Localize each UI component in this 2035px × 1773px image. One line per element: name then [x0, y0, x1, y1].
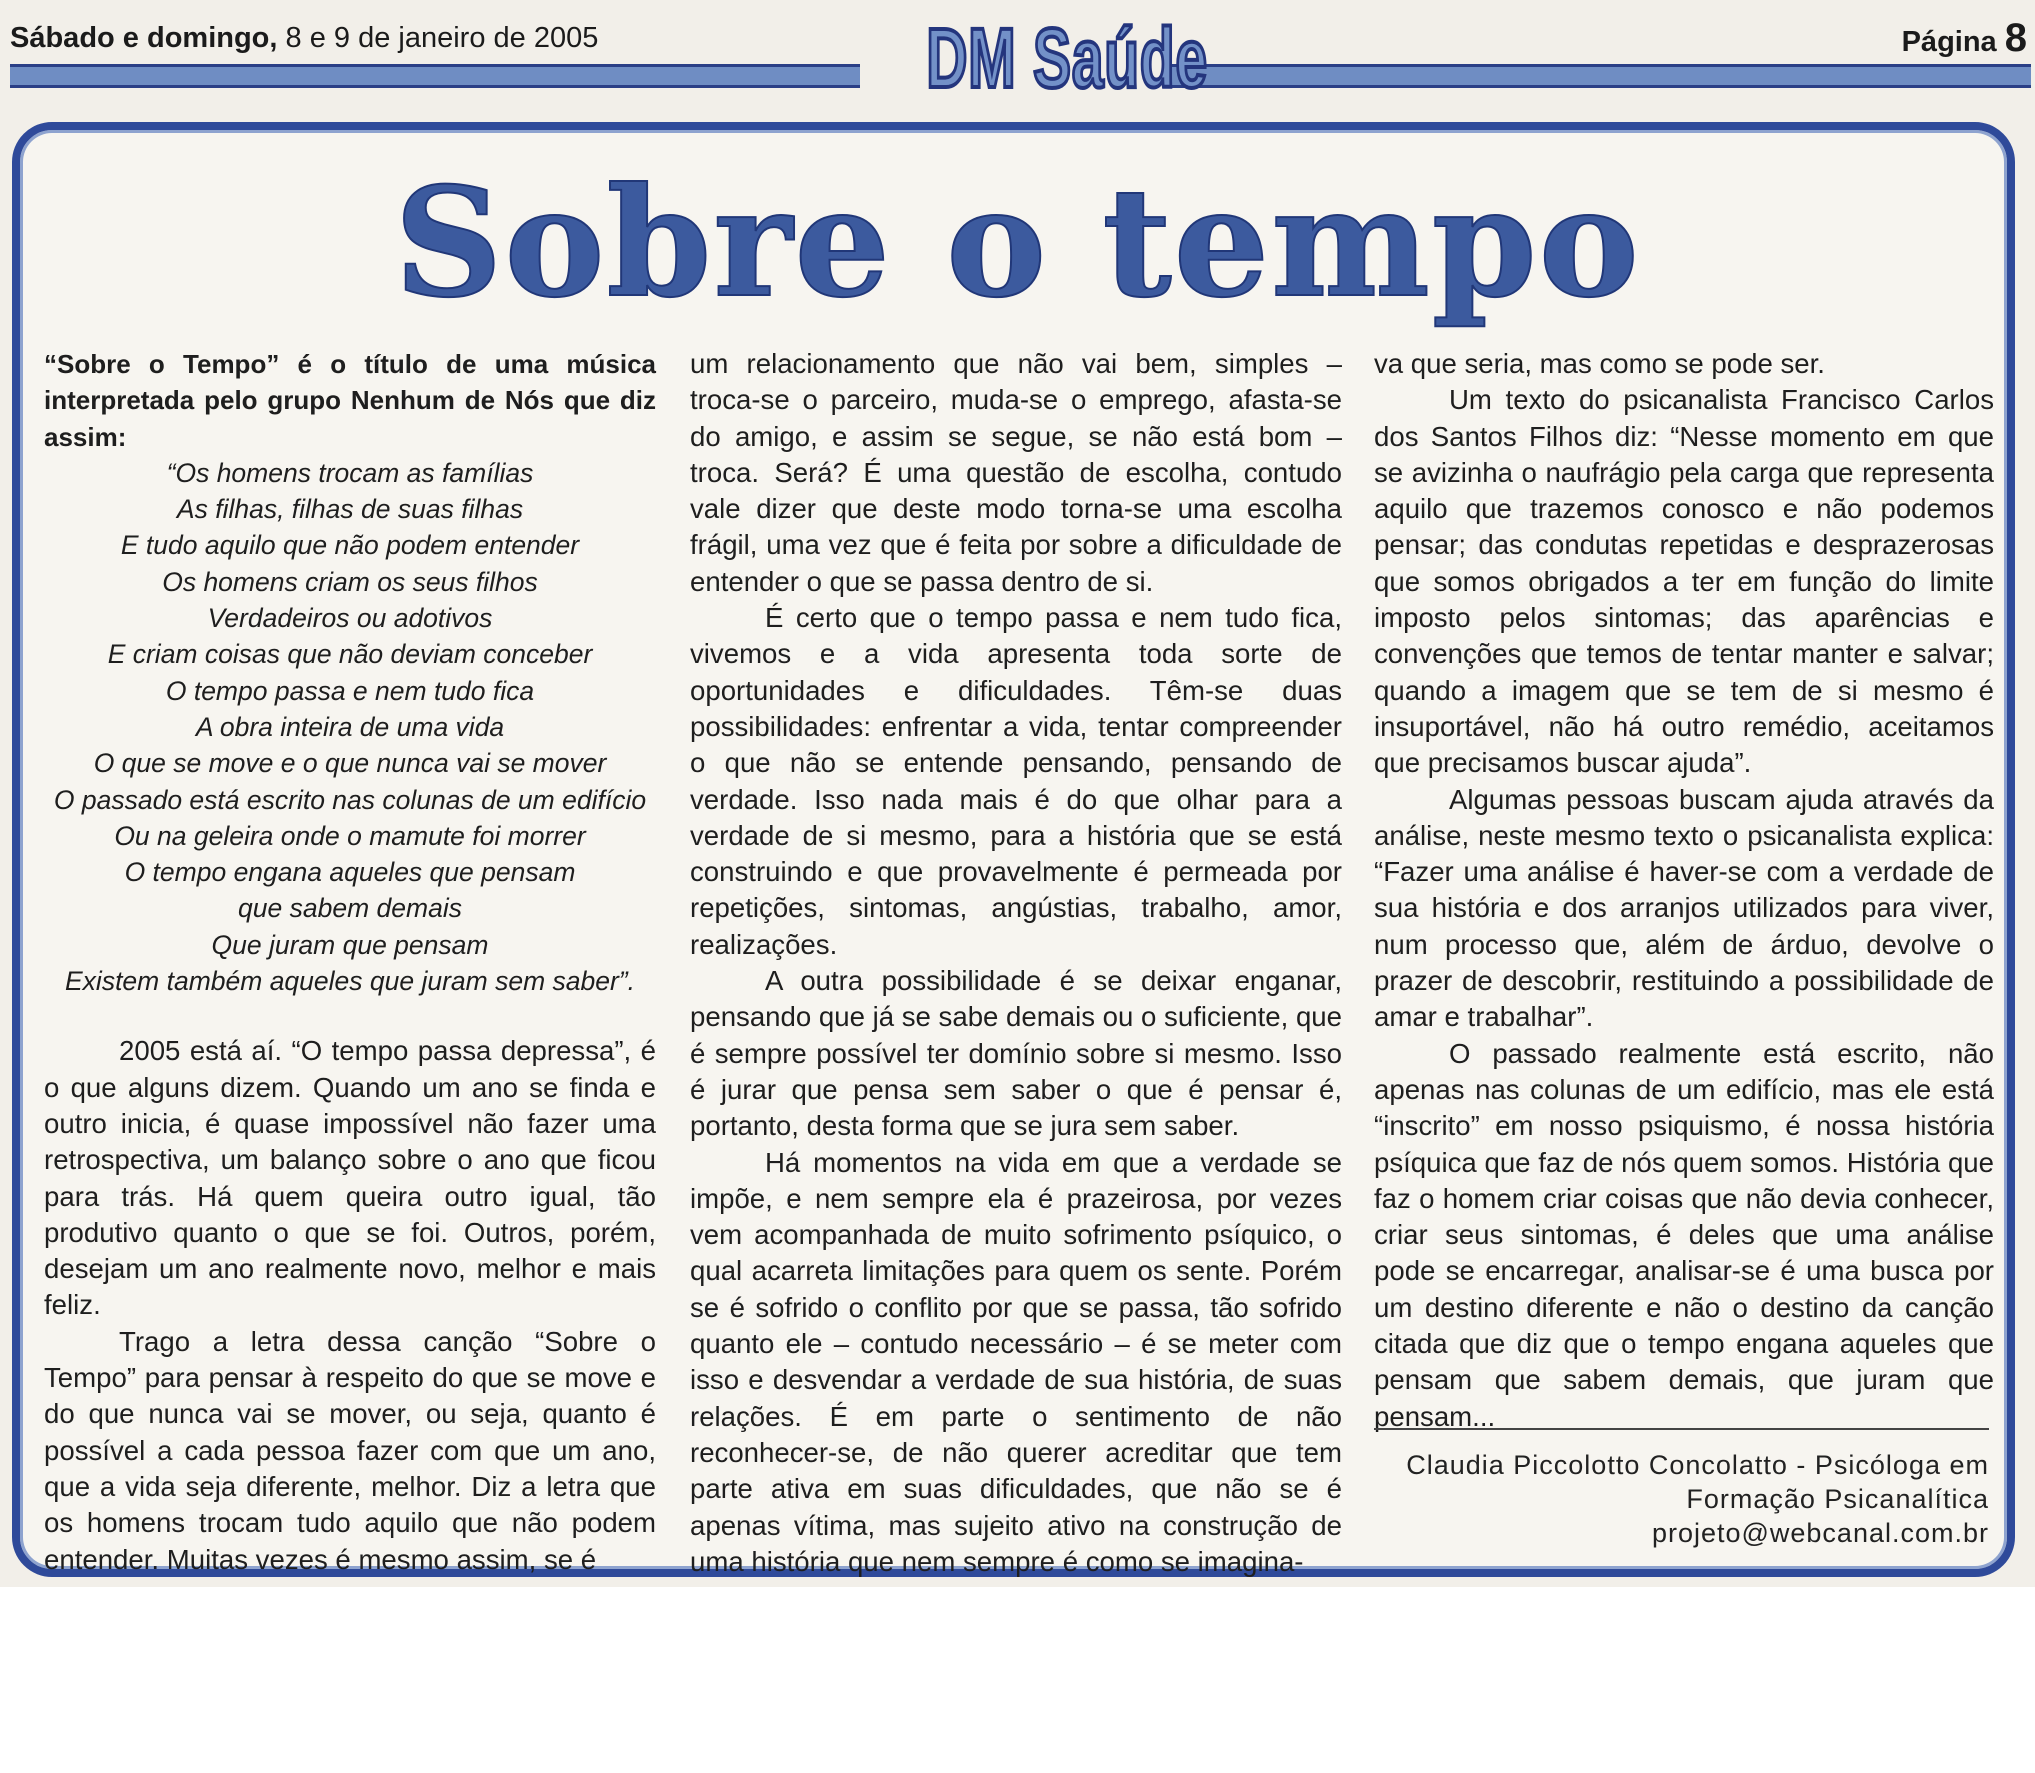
body-paragraph: 2005 está aí. “O tempo passa depressa”, é o que alguns dizem. Quando um ano se finda e outro inicia, é quase impossível não fazer uma retrospectiva, um balanço sobre o ano que ficou para trás. Há quem queira outro igual, tão produtivo quanto o que se foi. Outros, porém, desejam um ano realmente novo, melhor e mais feliz. — [44, 1035, 656, 1321]
issue-date-bold: Sábado e domingo, — [10, 22, 278, 54]
lyrics-intro: “Sobre o Tempo” é o título de uma música interpretada pelo grupo Nenhum de Nós que diz assim: — [44, 349, 656, 452]
lyric-line: Que juram que pensam — [211, 929, 489, 960]
article-headline: Sobre o tempo — [394, 155, 1641, 331]
body-paragraph: Trago a letra dessa canção “Sobre o Tempo” para pensar à respeito do que se move e do que nunca vai se mover, ou seja, quanto é possível a cada pessoa fazer com que um ano, que a vida seja diferente, melhor. Diz a letra que os homens trocam tudo aquilo que não podem entender. Muitas vezes é mesmo assim, se é — [44, 1325, 656, 1575]
column-2 — [690, 346, 1342, 1580]
body-paragraph: Algumas pessoas buscam ajuda através da análise, neste mesmo texto o psicanalista explica: “Fazer uma análise é haver-se com a verdade de sua história e dos arranjos utilizados para viver, num processo que, além de árduo, devolve o prazer de descobrir, restituindo a possibilidade de amar e trabalhar”. — [1374, 783, 1994, 1033]
spacer — [44, 999, 656, 1033]
body-paragraph: um relacionamento que não vai bem, simples – troca-se o parceiro, muda-se o emprego, afasta-se do amigo, e assim se segue, se não está bom – troca. Será? É uma questão de escolha, contudo vale dizer que deste modo torna-se uma escolha frágil, uma vez que é feita por sobre a dificuldade de entender o que se passa dentro de si. — [690, 348, 1342, 597]
lyric-line: O passado está escrito nas colunas de um edifício — [53, 784, 647, 815]
issue-date — [10, 22, 598, 55]
lyric-line: Os homens criam os seus filhos — [162, 566, 538, 597]
lyric-line: O que se move e o que nunca vai se mover — [93, 748, 607, 779]
issue-date-rest: 8 e 9 de janeiro de 2005 — [277, 22, 599, 54]
lyric-line: E tudo aquilo que não podem entender — [120, 530, 580, 561]
lyric-line: que sabem demais — [238, 893, 462, 924]
lyric-line: Ou na geleira onde o mamute foi morrer — [114, 820, 586, 851]
body-paragraph: Um texto do psicanalista Francisco Carlos dos Santos Filhos diz: “Nesse momento em que se avizinha o naufrágio pela carga que representa aquilo que trazemos conosco e não podemos pensar; das condutas repetidas e desprazerosas que somos obrigados a ter em função do limite imposto pelos sintomas; das aparências e convenções que temos de tentar manter e salvar; quando a imagem que se tem de si mesmo é insuportável, não há outro remédio, aceitamos que precisamos buscar ajuda”. — [1374, 384, 1994, 779]
author-email: projeto@webcanal.com.br — [1651, 1518, 1989, 1548]
lyric-line: “Os homens trocam as famílias — [166, 457, 534, 488]
author-name-title: Claudia Piccolotto Concolatto - Psicóloga em — [1406, 1450, 1989, 1480]
lyric-line: O tempo passa e nem tudo fica — [165, 675, 535, 706]
lyric-line: O tempo engana aqueles que pensam — [124, 857, 576, 888]
author-signature — [1374, 1448, 1989, 1550]
column-1 — [44, 346, 656, 1578]
lyric-line: Existem também aqueles que juram sem saber”. — [65, 966, 635, 997]
lyric-line: E criam coisas que não deviam conceber — [107, 639, 593, 670]
page-indicator — [1902, 16, 2027, 61]
body-paragraph: va que seria, mas como se pode ser. — [1374, 348, 1825, 379]
author-credential: Formação Psicanalítica — [1686, 1484, 1989, 1514]
column-3 — [1374, 346, 1994, 1435]
lyric-line: Verdadeiros ou adotivos — [207, 603, 493, 634]
body-paragraph: O passado realmente está escrito, não apenas nas colunas de um edifício, mas ele está “inscrito” em nosso psiquismo, é nossa história psíquica que faz de nós quem somos. História que faz o homem criar coisas que não devia conhecer, criar seus sintomas, é deles que uma análise pode se encarregar, analisar-se é uma busca por um destino diferente e não o destino da canção citada que diz que o tempo engana aqueles que pensam que sabem demais, que juram que pensam... — [1374, 1037, 1994, 1432]
lyric-line: As filhas, filhas de suas filhas — [176, 494, 524, 525]
lyric-line: A obra inteira de uma vida — [195, 711, 505, 742]
body-paragraph: Há momentos na vida em que a verdade se impõe, e nem sempre ela é prazeirosa, por vezes vem acompanhada de muito sofrimento psíquico, o qual acarreta limitações para quem os sente. Porém se é sofrido o conflito por que se passa, tão sofrido quanto ele – contudo necessário – é se meter com isso e desvendar a verdade de sua história, de suas relações. É em parte o sentimento de não reconhecer-se, de não querer acreditar que tem parte ativa em suas dificuldades, que não se é apenas vítima, mas sujeito ativo na construção de uma história que nem sempre é como se imagina- — [690, 1146, 1342, 1577]
body-paragraph: É certo que o tempo passa e nem tudo fica, vivemos e a vida apresenta toda sorte de oportunidades e dificuldades. Têm-se duas possibilidades: enfrentar a vida, tentar compreender o que não se entende pensando, pensando de verdade. Isso nada mais é do que olhar para a verdade de si mesmo, para a história que se está construindo e que provavelmente é permeada por repetições, sintomas, angústias, trabalho, amor, realizações. — [690, 602, 1342, 960]
signature-divider — [1374, 1428, 1989, 1430]
section-masthead — [860, 11, 1208, 105]
body-paragraph: A outra possibilidade é se deixar enganar, pensando que já se sabe demais ou o suficiente, que é sempre possível ter domínio sobre si mesmo. Isso é jurar que pensa sem saber o que é pensar é, portanto, desta forma que se jura sem saber. — [690, 965, 1342, 1142]
lyrics-list — [44, 455, 656, 999]
page-number: 8 — [2004, 16, 2027, 60]
section-title: DM Saúde — [926, 11, 1208, 105]
page-label: Página — [1901, 26, 2005, 58]
